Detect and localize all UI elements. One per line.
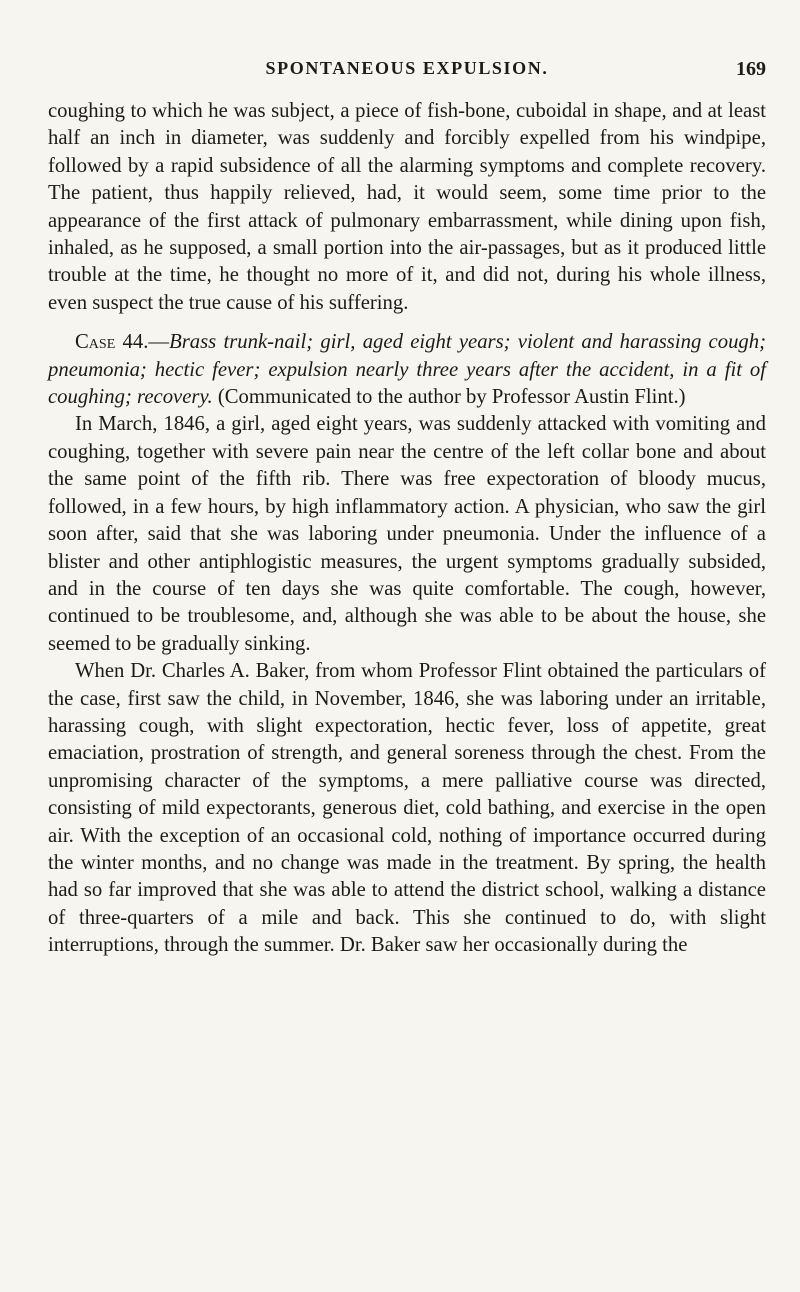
page-number: 169: [736, 58, 766, 80]
case-label: Case 44.: [75, 331, 149, 354]
case-title: Brass trunk-nail; girl, aged eight years; violent and harassing cough; pneumonia; hectic fever; expulsion nearly three years after the accident, in a fit of coughing; recovery.: [48, 331, 767, 409]
case-heading-paragraph: [48, 329, 766, 411]
paragraph-continuation: coughing to which he was subject, a piece of fish-bone, cuboidal in shape, and at least half an inch in diameter, was suddenly and forcibly expelled from his windpipe, followed by a rapid subsidence of all the alarming symptoms and complete recovery. The patient, thus happily relieved, had, it would seem, some time prior to the appearance of the first attack of pulmonary embarrassment, while dining upon fish, inhaled, as he supposed, a small portion into the air-passages, but as it produced little trouble at the time, he thought no more of it, and did not, during his whole illness, even suspect the true cause of his suffering.: [48, 100, 766, 314]
case-dash: —: [148, 331, 170, 354]
paragraph-case-history: In March, 1846, a girl, aged eight years, was suddenly attacked with vomiting and coughing, together with severe pain near the centre of the left collar bone and about the same point of the fifth rib. There was free expectoration of bloody mucus, followed, in a few hours, by high inflammatory action. A physician, who saw the girl soon after, said that she was laboring under pneumonia. Under the influence of a blister and other antiphlogistic measures, the urgent symptoms gradually subsided, and in the course of ten days she was quite comfortable. The cough, however, continued to be troublesome, and, although she was able to be about the house, she seemed to be gradually sinking.: [48, 413, 766, 655]
case-note: (Communicated to the author by Professor Austin Flint.): [212, 386, 686, 409]
running-title: SPONTANEOUS EXPULSION.: [265, 58, 549, 78]
body-text: [48, 98, 766, 960]
paragraph-treatment: When Dr. Charles A. Baker, from whom Professor Flint obtained the particulars of the case, first saw the child, in November, 1846, she was laboring under an irritable, harassing cough, with slight expectoration, hectic fever, loss of appetite, great emaciation, prostration of strength, and general soreness through the chest. From the unpromising character of the symptoms, a mere palliative course was directed, consisting of mild expectorants, generous diet, cold bathing, and exercise in the open air. With the exception of an occasional cold, nothing of importance occurred during the winter months, and no change was made in the treatment. By spring, the health had so far improved that she was able to attend the district school, walking a distance of three-quarters of a mile and back. This she continued to do, with slight interruptions, through the summer. Dr. Baker saw her occasionally during the: [48, 660, 766, 957]
running-header: [48, 58, 766, 82]
